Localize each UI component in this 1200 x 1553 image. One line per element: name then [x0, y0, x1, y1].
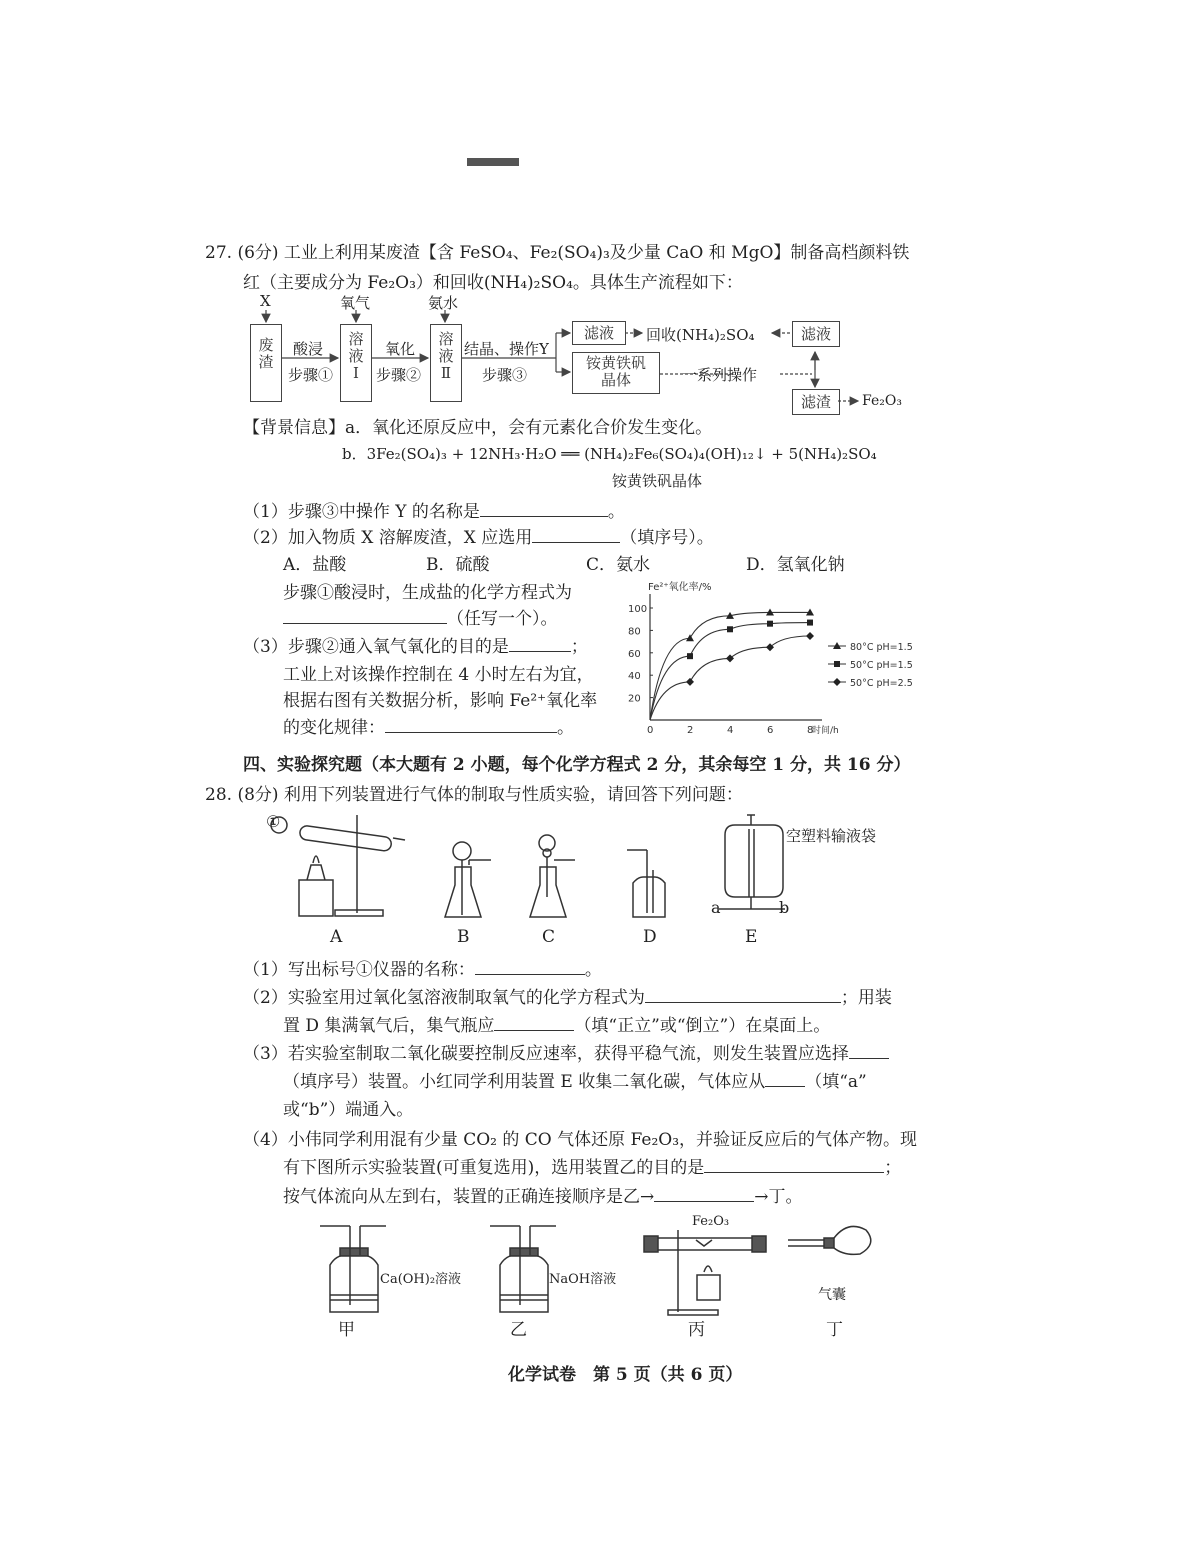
name-jia: 甲	[338, 1320, 355, 1340]
section4-title: 四、实验探究题	[243, 755, 362, 775]
label-e: E	[745, 927, 758, 947]
bag-label: 空塑料输液袋	[786, 827, 877, 845]
jia-solution-label: Ca(OH)₂溶液	[380, 1272, 462, 1287]
flow-arrow1-bottom: 步骤①	[288, 366, 334, 384]
option-b: B．硫酸	[426, 555, 490, 575]
port-a: a	[711, 898, 721, 917]
flow-input-oxygen: 氧气	[340, 294, 371, 312]
q28-sub4-c: 按气体流向从左到右，装置的正确连接顺序是乙→ →丁。	[283, 1187, 803, 1207]
q28-sub4-b: 有下图所示实验装置(可重复选用)，选用装置乙的目的是 ；	[283, 1158, 902, 1178]
x-axis-label: 时间/h	[812, 726, 839, 736]
flow-arrow3-top: 结晶、操作Y	[464, 340, 549, 358]
x-tick-label: 2	[687, 725, 694, 736]
x-tick-label: 6	[767, 725, 774, 736]
y-tick-label: 40	[628, 671, 641, 683]
flow-input-x: X	[260, 292, 271, 310]
background-b: b．3Fe₂(SO₄)₃ + 12NH₃·H₂O ══ (NH₄)₂Fe₆(SO₄)₄(OH)₁₂↓ + 5(NH₄)₂SO₄	[342, 445, 877, 463]
y-tick-label: 60	[628, 648, 641, 660]
q27-sub1: （1）步骤③中操作 Y 的名称是 。	[243, 502, 625, 522]
flow-arrow1-top: 酸浸	[293, 340, 324, 358]
data-point	[727, 626, 733, 632]
y-tick-label: 20	[628, 693, 641, 705]
ding-bag-label: 气囊	[818, 1287, 846, 1303]
bing-fe2o3-label: Fe₂O₃	[692, 1214, 730, 1229]
q28-sub3: （3）若实验室制取二氧化碳要控制反应速率，获得平稳气流，则发生装置应选择	[243, 1039, 889, 1064]
q28-sub3-b: （填序号）装置。小红同学利用装置 E 收集二氧化碳，气体应从 （填“a”	[283, 1072, 867, 1092]
yi-solution-label: NaOH溶液	[549, 1272, 617, 1287]
legend-entry: 80°C pH=1.5	[850, 642, 913, 653]
q27-sub2: （2）加入物质 X 溶解废渣，X 应选用 （填序号）。	[243, 528, 714, 548]
data-point	[686, 678, 694, 686]
q27-sub3-c: 根据右图有关数据分析，影响 Fe²⁺氧化率	[283, 691, 598, 711]
name-ding: 丁	[826, 1320, 843, 1340]
oxidation-rate-chart	[600, 578, 930, 738]
data-point	[767, 621, 773, 627]
option-c: C．氨水	[586, 555, 651, 575]
x-tick-label: 0	[647, 725, 654, 736]
flow-arrow3-bottom: 步骤③	[482, 366, 528, 384]
section4-header	[243, 750, 911, 775]
option-a: A．盐酸	[283, 555, 347, 575]
section4-note: （本大题有 2 小题，每个化学方程式 2 分，其余每空 1 分，共 16 分）	[362, 755, 911, 775]
series-line-2	[650, 636, 810, 720]
legend-entry: 50°C pH=1.5	[850, 660, 913, 671]
flow-box-residue: 滤渣	[792, 389, 840, 415]
label-a: A	[330, 927, 343, 947]
series-line-1	[650, 623, 810, 720]
flow-box-waste: 废 渣	[250, 324, 282, 402]
legend-marker	[834, 661, 840, 667]
flow-input-ammonia: 氨水	[428, 294, 459, 312]
data-point	[807, 620, 813, 626]
x-tick-label: 8	[807, 725, 814, 736]
q28-sub2-b: 置 D 集满氧气后，集气瓶应 （填“正立”或“倒立”）在桌面上。	[283, 1016, 831, 1036]
q28-sub4: （4）小伟同学利用混有少量 CO₂ 的 CO 气体还原 Fe₂O₃，并验证反应后的气体产物。现	[243, 1130, 918, 1150]
legend-entry: 50°C pH=2.5	[850, 678, 913, 689]
q27-sub2-b-line: （任写一个）。	[283, 604, 558, 629]
y-axis-label: Fe²⁺氧化率/%	[648, 582, 712, 593]
q27-sub3-d: 的变化规律： 。	[283, 718, 574, 738]
flow-box-solution1: 溶 液 Ⅰ	[340, 324, 372, 402]
flow-box-crystal: 铵黄铁矾 晶体	[572, 352, 660, 394]
flow-box-filtrate: 滤液	[572, 321, 626, 345]
background-a: 【背景信息】a．氧化还原反应中，会有元素化合价发生变化。	[243, 418, 713, 438]
q27-stem-line1: 27. (6分) 工业上利用某废渣【含 FeSO₄、Fe₂(SO₄)₃及少量 CaO 和 MgO】制备高档颜料铁	[205, 243, 910, 263]
q28-stem: 28. (8分) 利用下列装置进行气体的制取与性质实验，请回答下列问题：	[205, 785, 743, 805]
page-footer: 化学试卷 第 5 页（共 6 页）	[508, 1365, 743, 1385]
q27-sub2-b: 步骤①酸浸时，生成盐的化学方程式为	[283, 583, 572, 603]
flow-arrow2-top: 氧化	[385, 340, 416, 358]
label-c: C	[542, 927, 556, 947]
flow-arrow2-bottom: 步骤②	[376, 366, 422, 384]
q27-stem-line2: 红（主要成分为 Fe₂O₃）和回收(NH₄)₂SO₄。具体生产流程如下：	[243, 273, 743, 293]
label-b: B	[457, 927, 470, 947]
y-tick-label: 100	[628, 604, 648, 615]
data-point	[687, 653, 693, 659]
x-tick-label: 4	[727, 725, 734, 736]
data-point	[806, 632, 814, 640]
legend-marker	[833, 678, 841, 686]
y-tick-label: 80	[628, 626, 641, 638]
flow-series-ops: 一系列操作	[682, 366, 758, 384]
flow-recover: 回收(NH₄)₂SO₄	[646, 326, 755, 344]
apparatus-marker-1: ①	[266, 812, 281, 831]
q27-sub3-b: 工业上对该操作控制在 4 小时左右为宜，	[283, 665, 594, 685]
q27-sub3: （3）步骤②通入氧气氧化的目的是 ；	[243, 637, 588, 657]
name-yi: 乙	[510, 1320, 527, 1340]
flow-box-filtrate2: 滤液	[792, 321, 840, 347]
q28-sub2: （2）实验室用过氧化氢溶液制取氧气的化学方程式为 ；用装	[243, 988, 892, 1008]
label-d: D	[643, 927, 657, 947]
port-b: b	[779, 898, 790, 917]
data-point	[686, 634, 694, 641]
option-d: D．氢氧化钠	[746, 555, 845, 575]
name-bing: 丙	[688, 1320, 705, 1340]
flow-box-solution2: 溶 液 Ⅱ	[430, 324, 462, 402]
q28-sub3-c: 或“b”）端通入。	[283, 1100, 414, 1120]
flow-product: Fe₂O₃	[862, 393, 902, 409]
q28-sub1: （1）写出标号①仪器的名称： 。	[243, 960, 602, 980]
background-b-label: 铵黄铁矾晶体	[612, 472, 703, 490]
